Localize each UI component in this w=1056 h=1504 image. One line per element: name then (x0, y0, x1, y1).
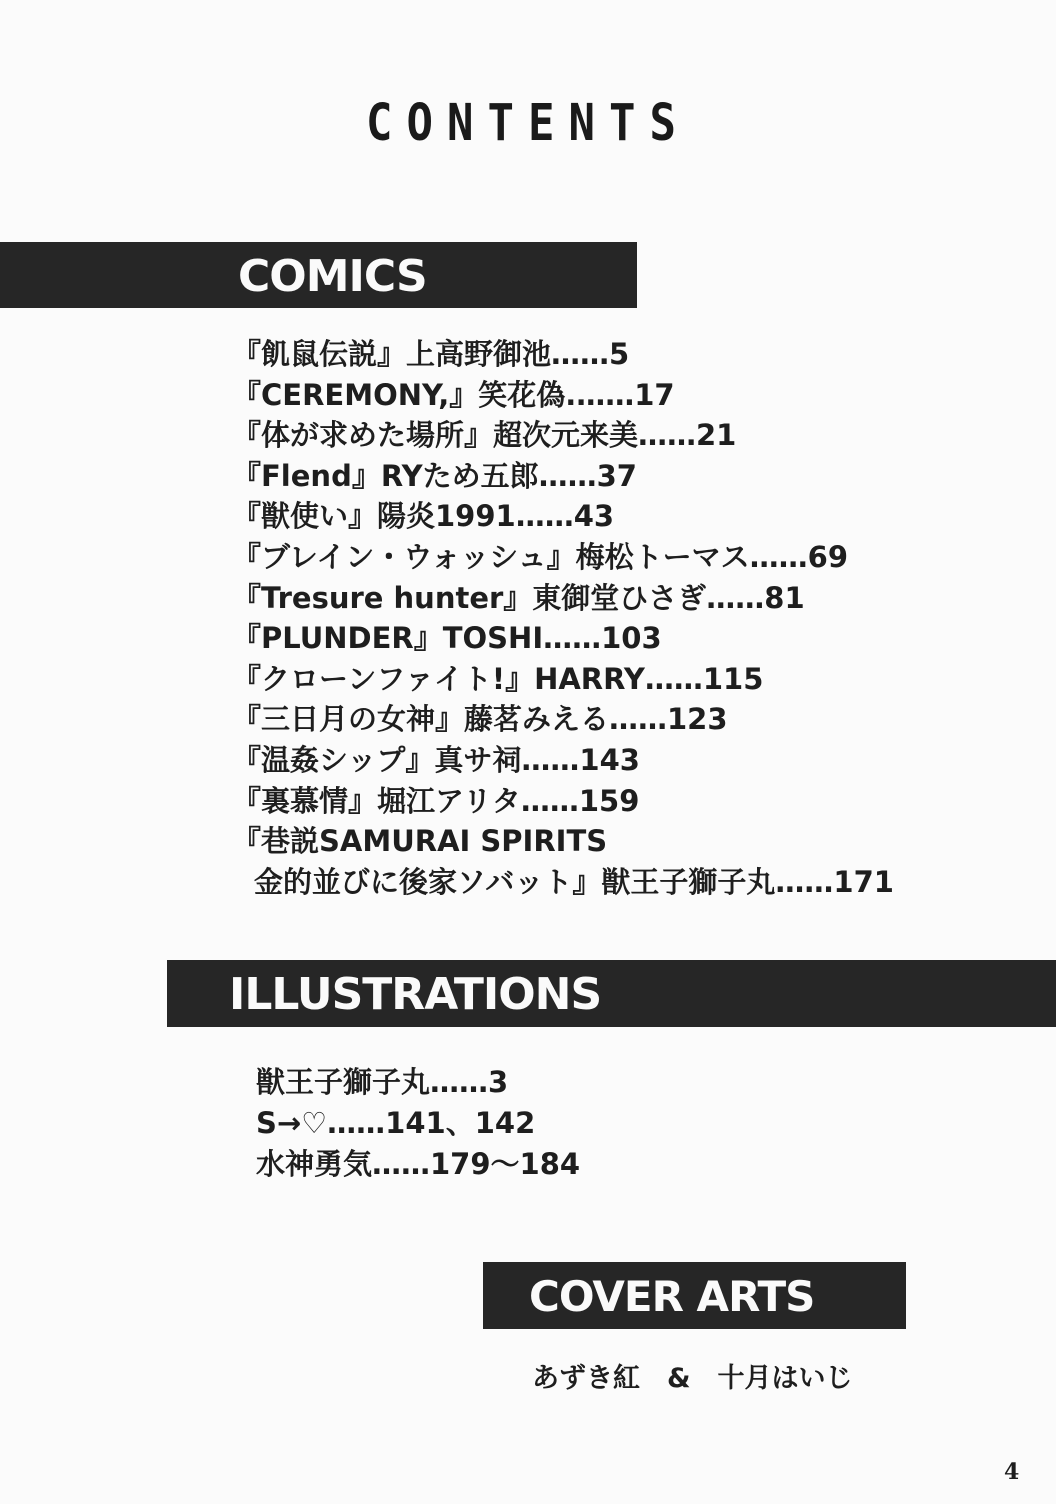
comics-entry: 『ブレイン・ウォッシュ』梅松トーマス……69 (232, 539, 849, 574)
illustrations-entry: 水神勇気……179〜184 (256, 1147, 581, 1181)
comics-entry: 『クローンファイト!』HARRY……115 (232, 661, 764, 696)
comics-section-heading: COMICS (0, 242, 637, 308)
page-title: CONTENTS (366, 94, 690, 153)
comics-entry: 『体が求めた場所』超次元来美……21 (232, 418, 737, 453)
comics-entry: 『巷説SAMURAI SPIRITS (232, 824, 608, 859)
comics-entry: 『三日月の女神』藤茗みえる……123 (232, 702, 728, 737)
cover-arts-credit: あずき紅 & 十月はいじ (532, 1363, 853, 1394)
illustrations-entry: S→♡……141、142 (256, 1106, 536, 1140)
comics-entry: 『獣使い』陽炎1991……43 (232, 499, 615, 534)
cover-arts-section-heading: COVER ARTS (483, 1262, 906, 1329)
comics-entry: 『飢鼠伝説』上高野御池……5 (232, 337, 630, 371)
comics-entry: 『Flend』RYため五郎……37 (232, 458, 637, 493)
illustrations-section-heading: ILLUSTRATIONS (167, 960, 1056, 1027)
illustrations-entry: 獣王子獅子丸……3 (256, 1065, 509, 1099)
comics-entry: 『CEREMONY,』笑花偽.……17 (232, 377, 675, 412)
comics-list (232, 334, 992, 902)
comics-entry: 『Tresure hunter』東御堂ひさぎ……81 (232, 580, 805, 615)
comics-entry: 『裏慕情』堀江アリタ……159 (232, 783, 640, 818)
comics-entry: 『温姦シップ』真サ祠……143 (232, 742, 640, 777)
illustrations-list (256, 1062, 580, 1185)
comics-entry: 『PLUNDER』TOSHI……103 (232, 621, 662, 656)
page-number: 4 (1004, 1459, 1020, 1485)
comics-entry-continuation: 金的並びに後家ソバット』獣王子獅子丸……171 (254, 864, 894, 899)
